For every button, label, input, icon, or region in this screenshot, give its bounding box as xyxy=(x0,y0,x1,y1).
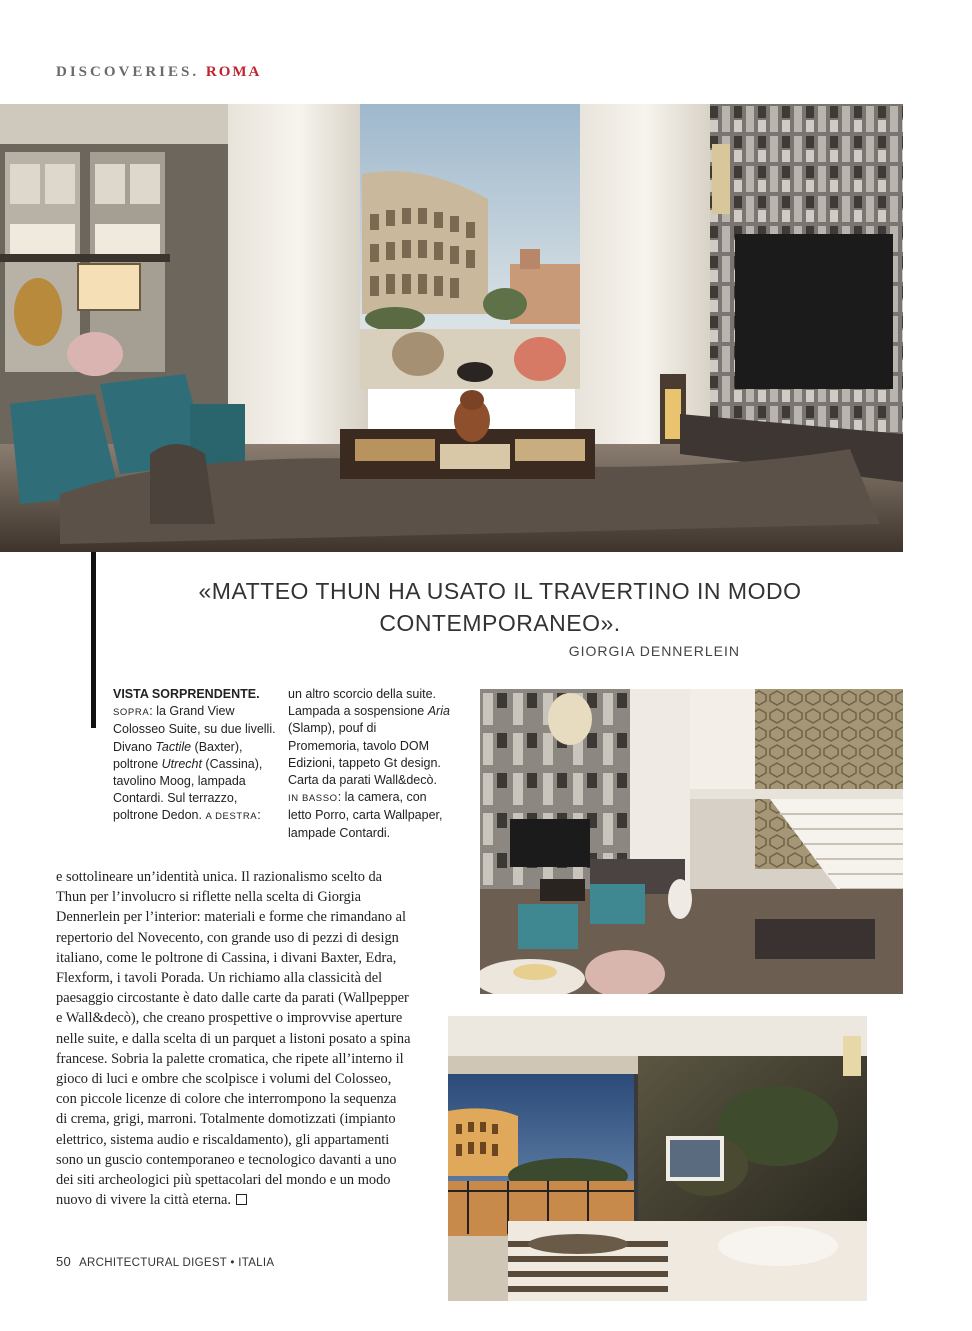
article-body xyxy=(56,867,411,1210)
pull-quote: «MATTEO THUN HA USATO IL TRAVERTINO IN MODO CONTEMPORANEO». xyxy=(198,578,802,636)
photo-caption-column-1 xyxy=(113,686,451,846)
section-label: DISCOVERIES. xyxy=(56,64,200,80)
caption-text: (Cassina), tavolino Moog, lampada Contardi. Sul terrazzo, poltrone Dedon. xyxy=(113,756,263,823)
caption-text: : la camera, con letto Porro, carta Wallpaper, lampade Contardi. xyxy=(288,790,443,840)
article-paragraph: e sottolineare un’identità unica. Il razionalismo scelto da Thun per l’involucro si riflette nella scelta di Giorgia Dennerlein per l’interior: materiali e forme che rimandano al repertorio del Novecento, con grande uso di pezzi di design italiano, come le poltrone di Cassina, i divani Baxter, Edra, Flexform, i tavoli Porada. Un richiamo alla classicità del paesaggio circostante è dato dalle carte da parati (Wallpepper e Wall&decò), che creano prospettive o improvvise aperture nelle suite, e dalla scelta di un parquet a listoni posato a spina francese. Sobria la palette cromatica, che ripete all’interno il gioco di luci e ombre che scolpisce i volumi del Colosseo, con piccole licenze di colore che interrompono la sequenza di crema, grigi, marroni. Totalmente domotizzati (impianto elettrico, sistema audio e riscaldamento), gli appartamenti sono un guscio contemporaneo e tecnologico davanti a uno dei siti archeologici più spettacolari del mondo e un modo nuovo di vivere la città eterna. xyxy=(56,869,411,1209)
caption-text: : la Grand View Colosseo Suite, su due livelli. Divano xyxy=(113,704,276,754)
caption-text: (Slamp), pouf di Promemoria, tavolo DOM Edizioni, tappeto Gt design. Carta da parati Wall&decò. xyxy=(288,721,441,788)
quote-bar xyxy=(91,552,96,728)
photo-bedroom xyxy=(448,1016,867,1301)
page-footer xyxy=(56,1254,274,1269)
hero-photo-suite-living-room xyxy=(0,104,903,552)
caption-text: Tactile xyxy=(155,739,192,754)
caption-title: VISTA SORPRENDENTE. xyxy=(113,687,260,701)
caption-label-right: A DESTRA xyxy=(205,811,258,823)
section-header xyxy=(56,64,261,81)
caption-text: Aria xyxy=(427,704,450,719)
caption-label-below: IN BASSO xyxy=(288,793,338,805)
photo-suite-duplex xyxy=(480,689,903,994)
section-city: ROMA xyxy=(205,64,262,80)
caption-text: : un altro scorcio della suite. Lampada a sospensione xyxy=(257,687,436,823)
caption-text: (Baxter), poltrone xyxy=(113,739,243,771)
caption-label-above: SOPRA xyxy=(113,707,150,719)
quote-author: GIORGIA DENNERLEIN xyxy=(568,643,740,659)
page-number: 50 xyxy=(56,1254,72,1269)
caption-text: Utrecht xyxy=(161,756,202,771)
end-of-article-mark xyxy=(236,1194,247,1205)
publication-name: ARCHITECTURAL DIGEST • ITALIA xyxy=(79,1257,275,1269)
